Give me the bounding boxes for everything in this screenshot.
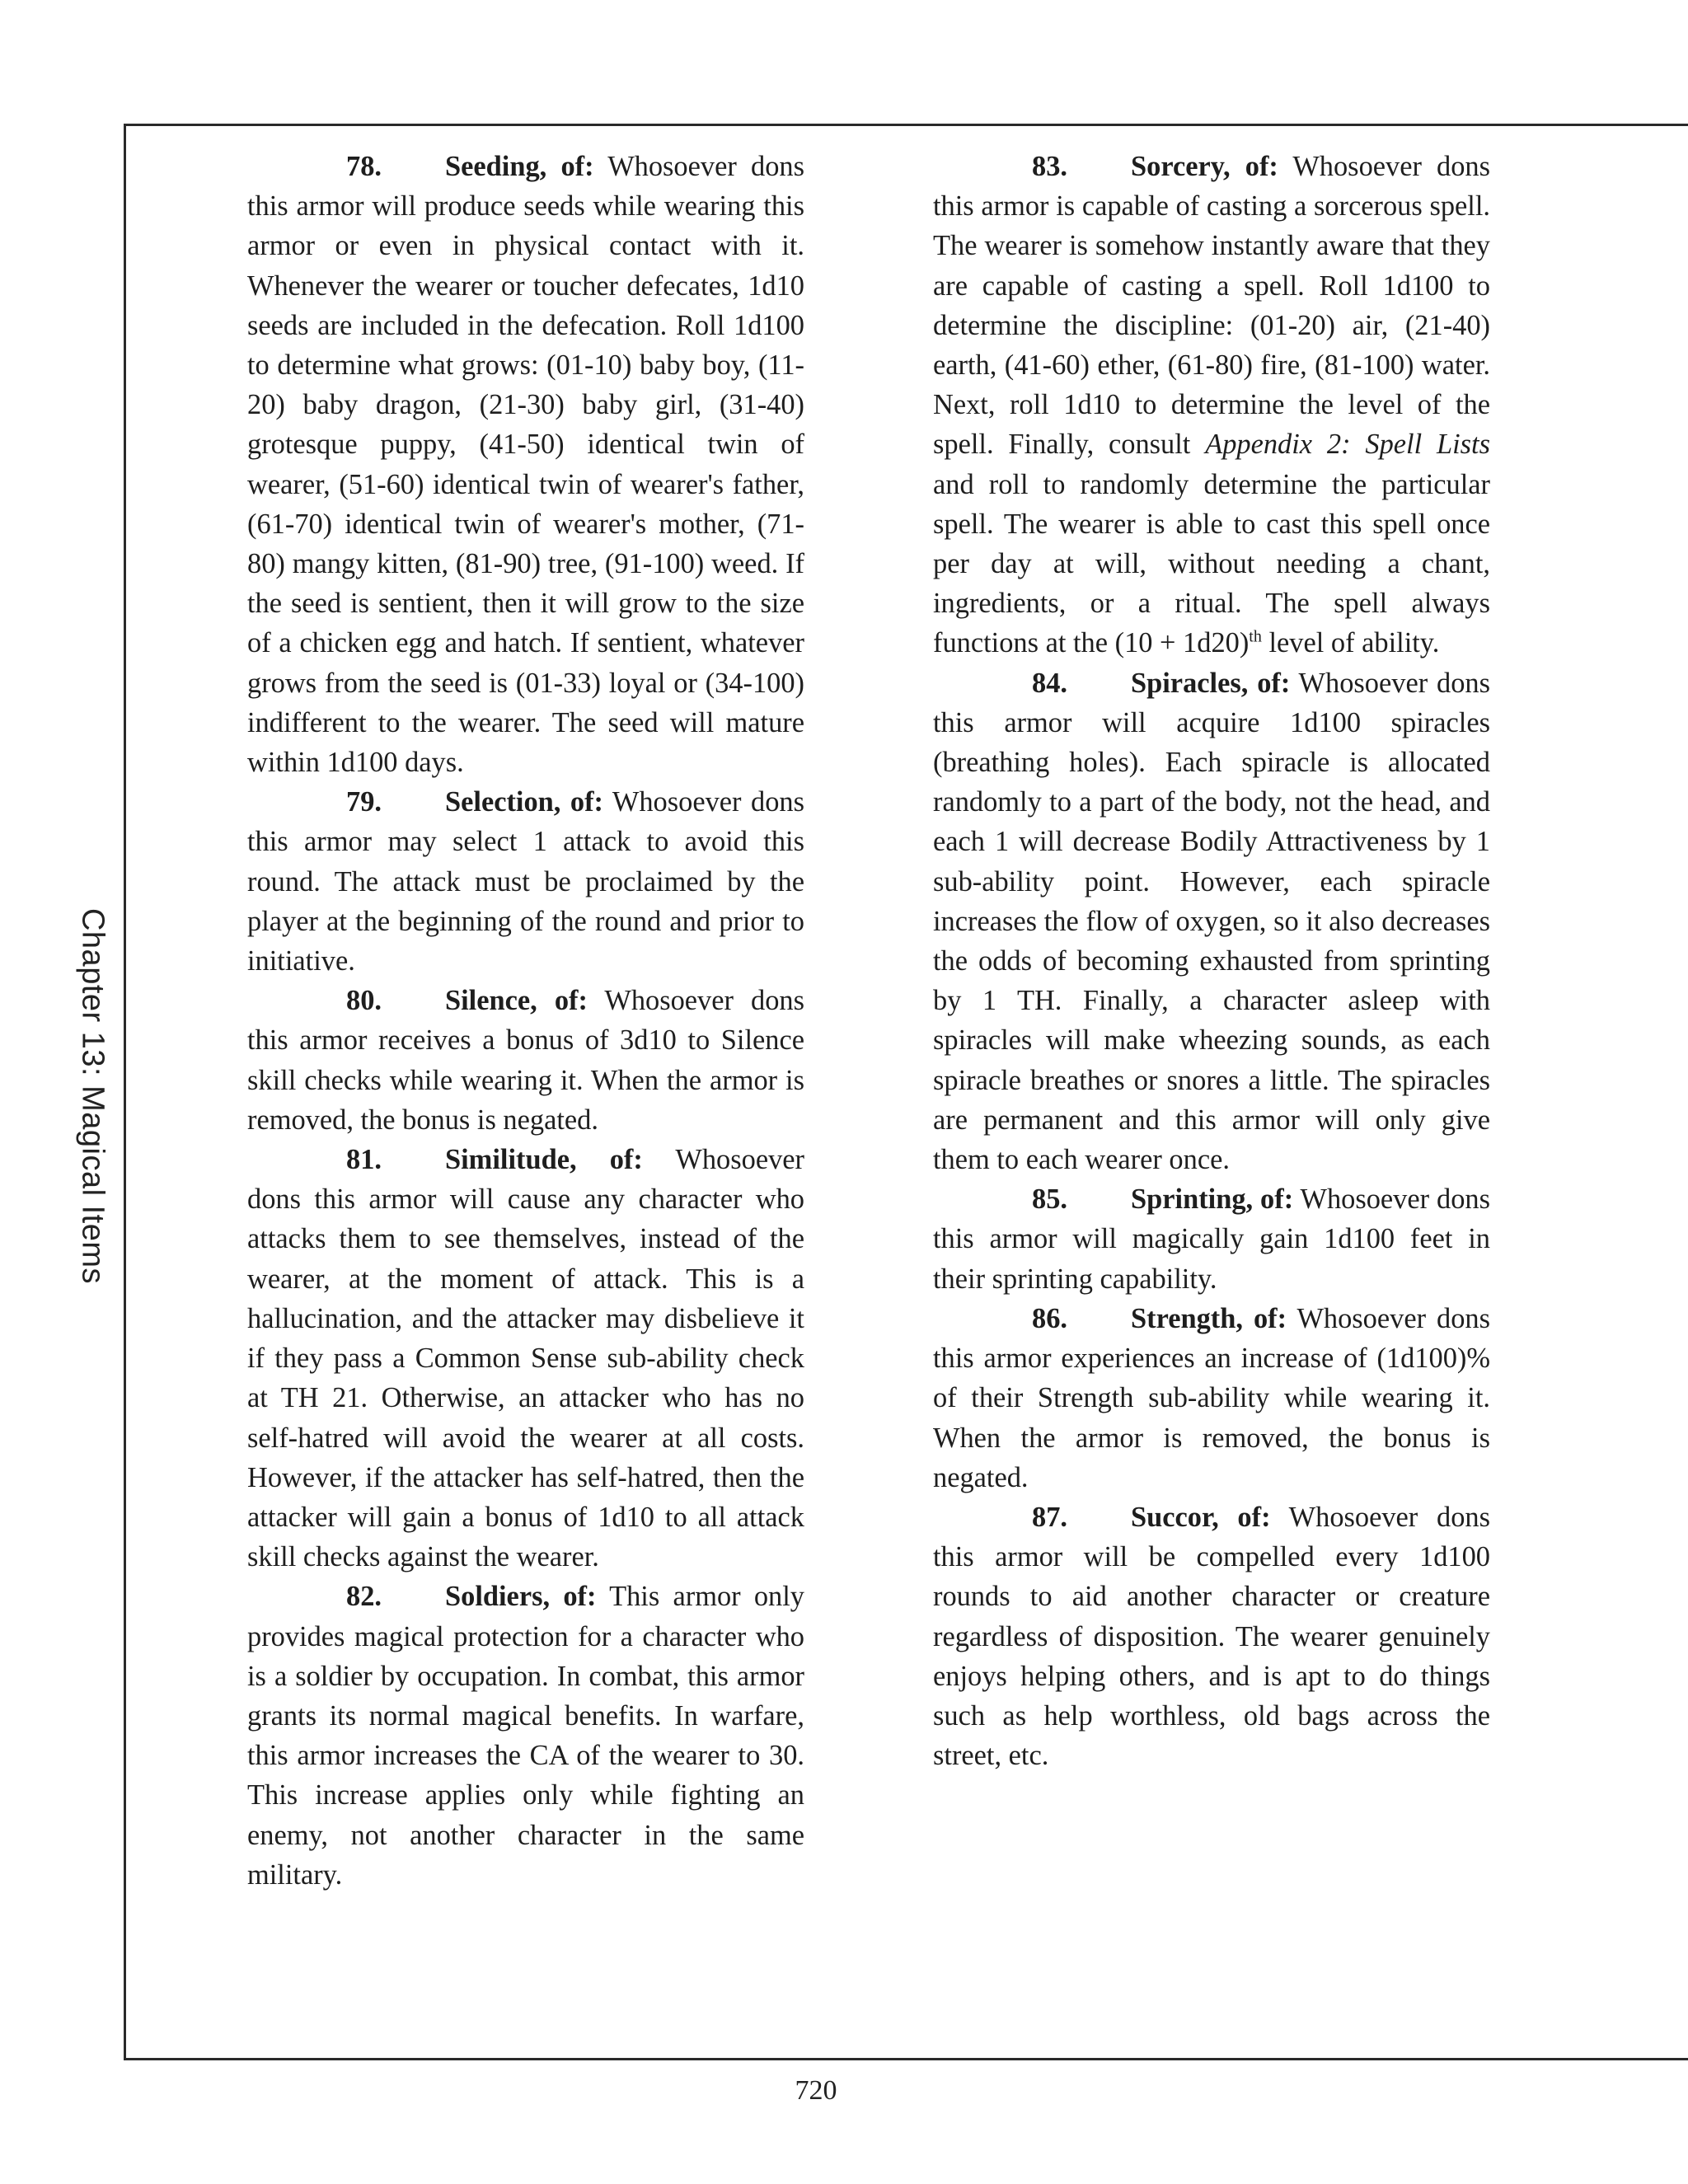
left-column bbox=[247, 147, 804, 1895]
entry-title: Sorcery, of: bbox=[1131, 151, 1278, 182]
entry-title: Silence, of: bbox=[445, 985, 588, 1017]
right-column bbox=[933, 147, 1490, 1775]
entry-title: Similitude, of: bbox=[445, 1144, 643, 1176]
entry-text: Whosoever dons this armor is capable of casting a sorcerous spell. The wearer is somehow instantly aware that they are capable of casting a spell. Roll 1d100 to determine the discipline: (01-20) air, (21-40) earth, (41-60) ether, (61-80) fire, (81-100) water. Next, roll 1d10 to determine the level of the spell. Finally, consult bbox=[933, 151, 1490, 461]
entry-title: Soldiers, of: bbox=[445, 1581, 597, 1613]
entry-84 bbox=[933, 663, 1490, 1180]
entry-number: 82. bbox=[346, 1581, 382, 1613]
page-number: 720 bbox=[795, 2075, 837, 2106]
entry-title: Spiracles, of: bbox=[1131, 667, 1291, 699]
entry-text: Whosoever dons this armor will cause any character who attacks them to see themselves, instead of the wearer, at the moment of attack. This is a hallucination, and the attacker may disbelieve it if they pass a Common Sense sub-ability check at TH 21. Otherwise, an attacker who has no self-hatred will avoid the wearer at all costs. However, if the attacker has self-hatred, then the attacker will gain a bonus of 1d10 to all attack skill checks against the wearer. bbox=[247, 1144, 804, 1573]
entry-text: Whosoever dons this armor experiences an increase of (1d100)% of their Strength sub-ability while wearing it. When the armor is removed, the bonus is negated. bbox=[933, 1302, 1490, 1493]
entry-number: 79. bbox=[346, 786, 382, 818]
entry-81 bbox=[247, 1140, 804, 1577]
entry-87 bbox=[933, 1497, 1490, 1775]
page-frame-top-rule bbox=[124, 124, 1688, 126]
entry-86 bbox=[933, 1299, 1490, 1497]
entry-number: 81. bbox=[346, 1144, 382, 1176]
entry-85 bbox=[933, 1179, 1490, 1299]
entry-text: Whosoever dons this armor may select 1 attack to avoid this round. The attack must be proclaimed by the player at the beginning of the round and prior to initiative. bbox=[247, 786, 804, 977]
entry-text: and roll to randomly determine the particular spell. The wearer is able to cast this spell once per day at will, without needing a chant, ingredients, or a ritual. The spell always functions at the (10 + 1d20) bbox=[933, 468, 1490, 659]
entry-text: level of ability. bbox=[1261, 627, 1440, 659]
entry-text: Whosoever dons this armor will be compelled every 1d100 rounds to aid another character or creature regardless of disposition. The wearer genuinely enjoys helping others, and is apt to do things such as help worthless, old bags across the street, etc. bbox=[933, 1501, 1490, 1772]
ordinal-superscript: th bbox=[1249, 627, 1262, 646]
page-frame-left-rule bbox=[124, 124, 126, 2059]
entry-text: Whosoever dons this armor receives a bonus of 3d10 to Silence skill checks while wearing it. When the armor is removed, the bonus is negated. bbox=[247, 985, 804, 1136]
entry-82 bbox=[247, 1577, 804, 1895]
entry-80 bbox=[247, 981, 804, 1140]
entry-79 bbox=[247, 782, 804, 981]
entry-title: Sprinting, of: bbox=[1131, 1183, 1294, 1216]
chapter-label: Chapter 13: Magical Items bbox=[75, 907, 110, 1285]
entry-number: 84. bbox=[1032, 667, 1067, 699]
entry-title: Succor, of: bbox=[1131, 1501, 1271, 1533]
entry-title: Selection, of: bbox=[445, 786, 604, 818]
entry-number: 87. bbox=[1032, 1501, 1067, 1533]
entry-title: Strength, of: bbox=[1131, 1302, 1287, 1334]
entry-83 bbox=[933, 147, 1490, 663]
entry-number: 83. bbox=[1032, 151, 1067, 182]
entry-number: 86. bbox=[1032, 1302, 1067, 1334]
entry-title: Seeding, of: bbox=[445, 151, 594, 182]
entry-number: 85. bbox=[1032, 1183, 1067, 1216]
appendix-reference: Appendix 2: Spell Lists bbox=[1205, 429, 1490, 461]
entry-number: 78. bbox=[346, 151, 382, 182]
page-frame-bottom-rule bbox=[124, 2058, 1688, 2060]
entry-text: Whosoever dons this armor will magically gain 1d100 feet in their sprinting capability. bbox=[933, 1183, 1490, 1295]
entry-text: Whosoever dons this armor will produce seeds while wearing this armor or even in physical contact with it. Whenever the wearer or toucher defecates, 1d10 seeds are included in the defecation. Roll 1d100 to determine what grows: (01-10) baby boy, (11-20) baby dragon, (21-30) baby girl, (31-40) grotesque puppy, (41-50) identical twin of wearer, (51-60) identical twin of wearer's father, (61-70) identical twin of wearer's mother, (71-80) mangy kitten, (81-90) tree, (91-100) weed. If the seed is sentient, then it will grow to the size of a chicken egg and hatch. If sentient, whatever grows from the seed is (01-33) loyal or (34-100) indifferent to the wearer. The seed will mature within 1d100 days. bbox=[247, 151, 804, 779]
entry-text: Whosoever dons this armor will acquire 1d100 spiracles (breathing holes). Each spiracle is allocated randomly to a part of the body, not the head, and each 1 will decrease Bodily Attractiveness by 1 sub-ability point. However, each spiracle increases the flow of oxygen, so it also decreases the odds of becoming exhausted from sprinting by 1 TH. Finally, a character asleep with spiracles will make wheezing sounds, as each spiracle breathes or snores a little. The spiracles are permanent and this armor will only give them to each wearer once. bbox=[933, 667, 1491, 1176]
entry-number: 80. bbox=[346, 985, 382, 1017]
entry-78 bbox=[247, 147, 804, 782]
entry-text: This armor only provides magical protection for a character who is a soldier by occupation. In combat, this armor grants its normal magical benefits. In warfare, this armor increases the CA of the wearer to 30. This increase applies only while fighting an enemy, not another character in the same military. bbox=[247, 1581, 804, 1891]
